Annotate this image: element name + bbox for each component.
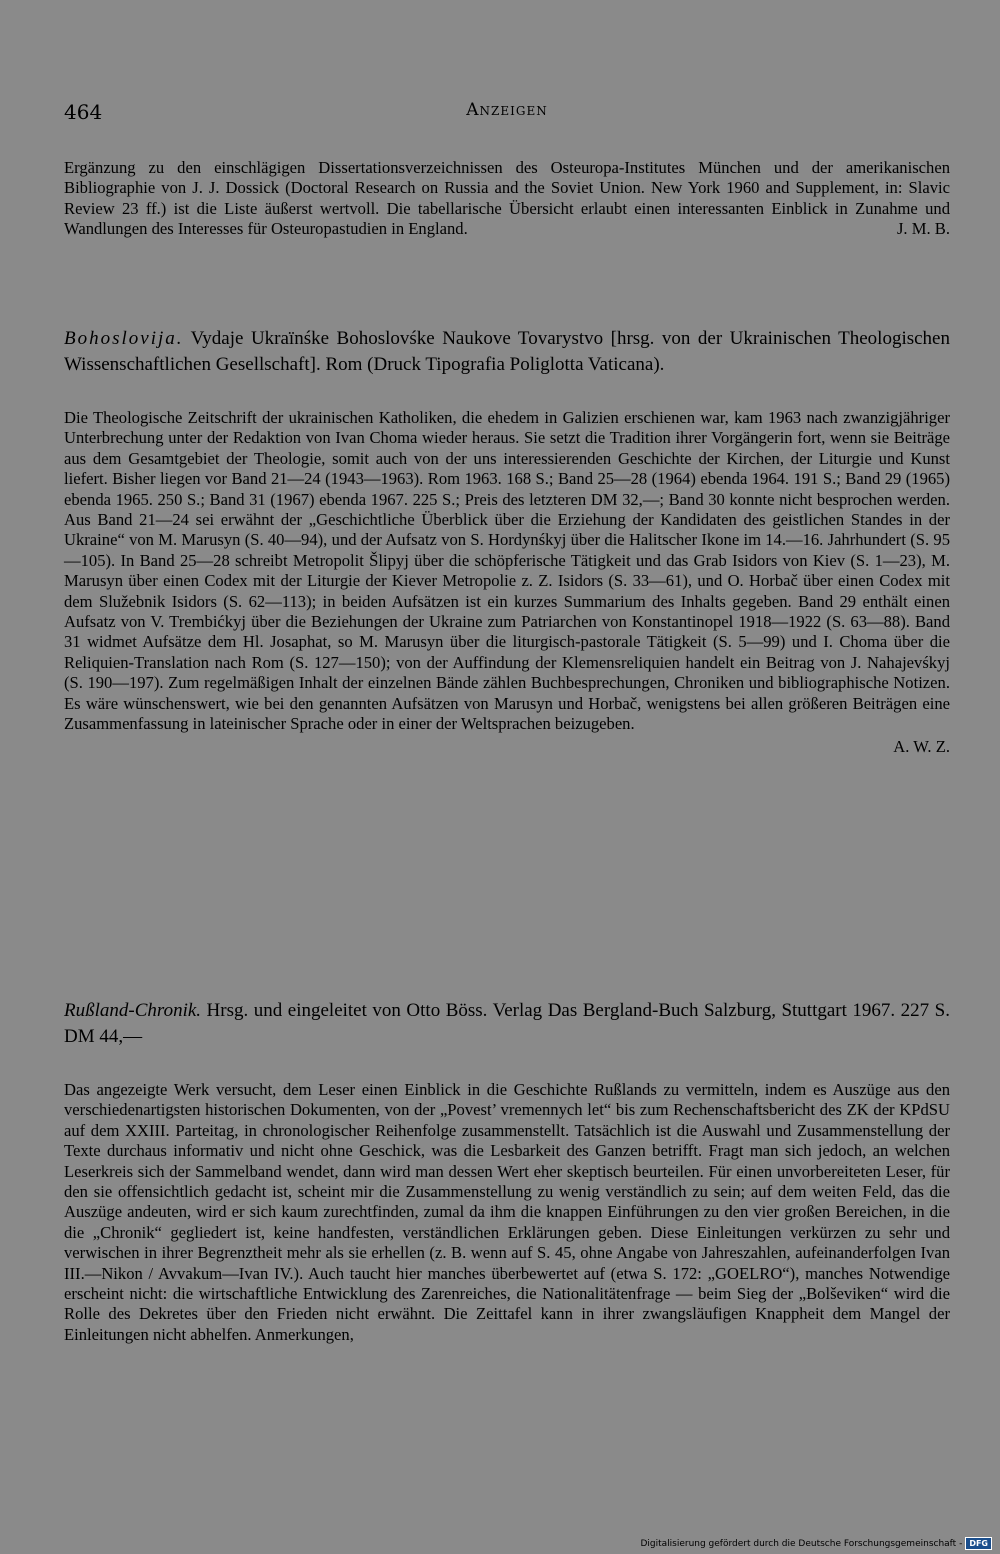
paragraph: Die Theologische Zeitschrift der ukrainischen Katholiken, die ehedem in Galizien erschienen war, kam 1963 nach zwanzigjähriger Unterbrechung unter der Redaktion von Ivan Choma wieder heraus. Sie setzt die Tradition ihrer Vorgängerin fort, wenn sie Beiträge aus dem Gesamtgebiet der Theologie, somit auch von der uns interessierenden Geschichte der Kirchen, der Liturgie und Kunst liefert. Bisher liegen vor Band 21—24 (1943—1963). Rom 1963. 168 S.; Band 25—28 (1964) ebenda 1964. 191 S.; Band 29 (1965) ebenda 1965. 250 S.; Band 31 (1967) ebenda 1967. 225 S.; Preis des letzteren DM 32,—; Band 30 konnte nicht besprochen werden. Aus Band 21—24 sei erwähnt der „Geschichtliche Überblick über die Erziehung der Kandidaten des geistlichen Standes in der Ukraine“ von M. Marusyn (S. 40—94), und der Aufsatz von S. Hordynśkyj über die Halitscher Ikone im 14.—16. Jahrhundert (S. 95—105). In Band 25—28 schreibt Metropolit Šlipyj über die schöpferische Tätigkeit und das Grab Isidors von Kiev (S. 1—23), M. Marusyn über einen Codex mit der Liturgie der Kiever Metropolie z. Z. Isidors (S. 33—61), und O. Horbač über einen Codex mit dem Služebnik Isidors (S. 62—113); in beiden Aufsätzen ist ein kurzes Summarium des Inhalts gegeben. Band 29 enthält einen Aufsatz von V. Trembićkyj über die Beziehungen der Ukraine zum Patriarchen von Konstantinopel 1918—1922 (S. 63—88). Band 31 widmet Aufsätze dem Hl. Josaphat, so M. Marusyn über die liturgisch-pastorale Tätigkeit (S. 5—99) und I. Choma über die Reliquien-Translation nach Rom (S. 127—150); von der Auffindung der Klemensreliquien handelt ein Beitrag von J. Nahajevśkyj (S. 190—197). Zum regelmäßigen Inhalt der einzelnen Bände zählen Buchbesprechungen, Chroniken und bibliographische Notizen. Es wäre wünschenswert, wie bei den genannten Aufsätzen von Marusyn und Horbač, wenigstens bei allen größeren Beiträgen eine Zusammenfassung in lateinischer Sprache oder in einer der Weltsprachen beizugeben.: [64, 408, 950, 734]
title-details: Vydaje Ukraïnśke Bohoslovśke Naukove Tovarystvo [hrsg. von der Ukrainischen Theologischen Wissenschaftlichen Gesellschaft]. Rom (Druck Tipografia Poliglotta Vaticana).: [64, 328, 950, 375]
page-header: [64, 100, 950, 130]
title-details: Hrsg. und eingeleitet von Otto Böss. Verlag Das Bergland-Buch Salzburg, Stuttgart 1967. 227 S. DM 44,—: [64, 1000, 950, 1047]
reviewer-signature: A. W. Z.: [893, 736, 950, 756]
paragraph: [64, 158, 950, 240]
paragraph-text: Ergänzung zu den einschlägigen Dissertationsverzeichnissen des Osteuropa-Institutes München und der amerikanischen Bibliographie von J. J. Dossick (Doctoral Research on Russia and the Soviet Union. New York 1960 and Supplement, in: Slavic Review 23 ff.) ist die Liste äußerst wertvoll. Die tabellarische Übersicht erlaubt einen interessanten Einblick in Zunahme und Wandlungen des Interesses für Osteuropastudien in England.: [64, 158, 950, 239]
title-italic: Rußland-Chronik.: [64, 1000, 202, 1021]
review-section-russland-chronik: [64, 998, 950, 1345]
review-section-bohoslovija: [64, 326, 950, 757]
running-head: Anzeigen: [466, 100, 548, 120]
title-italic: Bohoslovija.: [64, 328, 184, 349]
review-section-continued: [64, 158, 950, 240]
dfg-logo: DFG: [965, 1537, 992, 1550]
review-title: [64, 326, 950, 378]
digitization-footer: [640, 1537, 992, 1550]
review-title: [64, 998, 950, 1050]
paragraph: Das angezeigte Werk versucht, dem Leser einen Einblick in die Geschichte Rußlands zu vermitteln, indem es Auszüge aus den verschiedenartigsten historischen Dokumenten, von der „Povest’ vremennych let“ bis zum Rechenschaftsbericht des ZK der KPdSU auf dem XXIII. Parteitag, in chronologischer Reihenfolge zusammenstellt. Tatsächlich ist die Auswahl und Zusammenstellung der Texte durchaus informativ und nicht ohne Geschick, was die Lesbarkeit des Ganzen betrifft. Fragt man sich jedoch, an welchen Leserkreis sich der Sammelband wendet, dann wird man dessen Wert eher skeptisch beurteilen. Für einen unvorbereiteten Leser, für den sie offensichtlich gedacht ist, scheint mir die Zusammenstellung zu wenig verständlich zu sein; auf dem weiten Feld, das die Auszüge andeuten, wird er sich kaum zurechtfinden, zumal da ihm die knappen Einführungen zu den vier großen Bereichen, in die die „Chronik“ gegliedert ist, keine handfesten, verständlichen Erklärungen geben. Diese Einleitungen verkürzen zu sehr und verwischen in ihrer Begrenztheit mehr als sie erhellen (z. B. wenn auf S. 45, ohne Angabe von Jahreszahlen, aufeinanderfolgen Ivan III.—Nikon / Avvakum—Ivan IV.). Auch taucht hier manches überbewertet auf (etwa S. 172: „GOELRO“), manches Notwendige erscheint nicht: die wirtschaftliche Entwicklung des Zarenreiches, die Nationalitätenfrage — beim Sieg der „Bolševiken“ wird die Rolle des Dekretes über den Frieden nicht erwähnt. Die Zeittafel kann in ihrer zwangsläufigen Knappheit dem Mangel der Einleitungen nicht abhelfen. Anmerkungen,: [64, 1080, 950, 1344]
page-number: 464: [64, 100, 103, 124]
reviewer-signature: J. M. B.: [896, 219, 950, 239]
footer-text: Digitalisierung gefördert durch die Deutsche Forschungsgemeinschaft -: [640, 1538, 963, 1549]
